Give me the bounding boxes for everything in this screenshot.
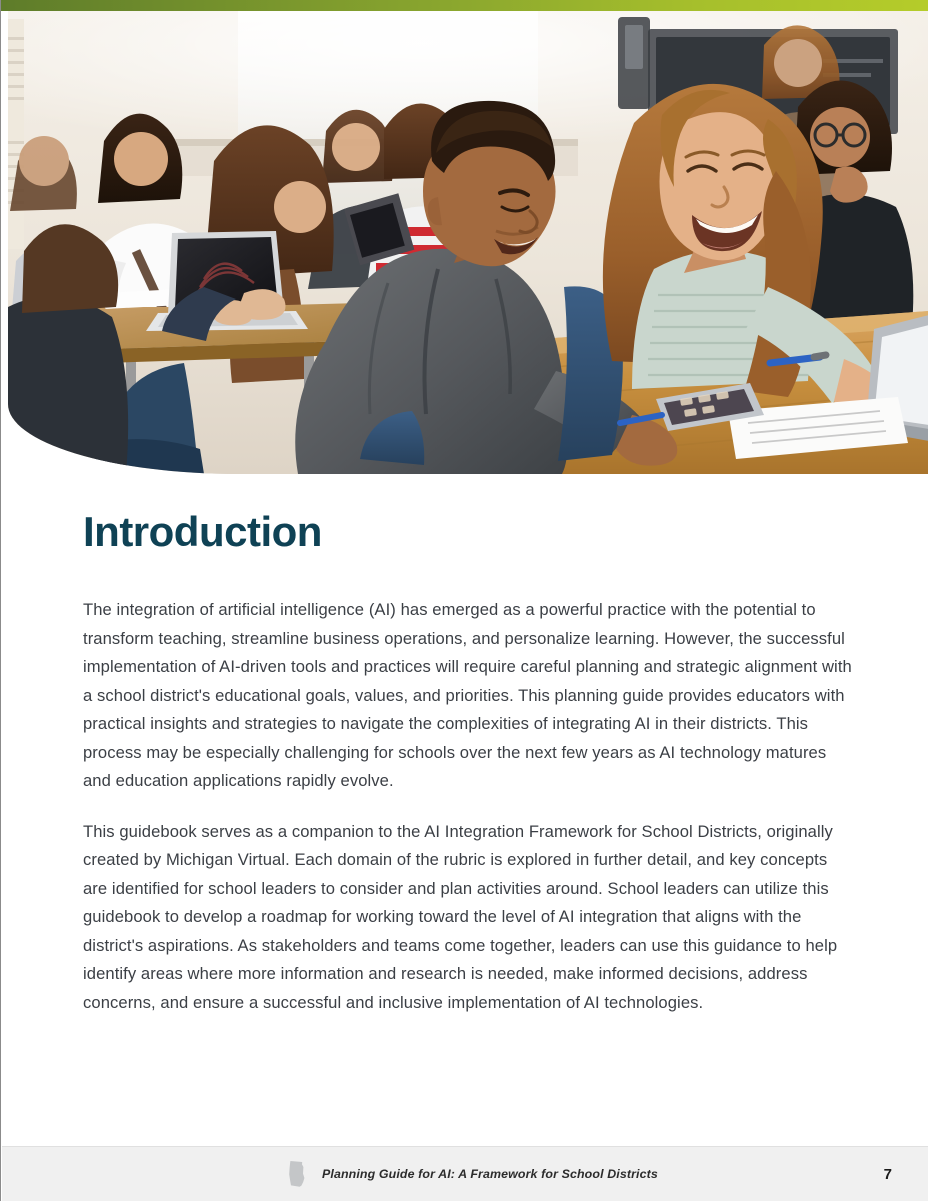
body-paragraph-2: This guidebook serves as a companion to the AI Integration Framework for School Districts, originally created by Michigan Virtual. Each domain of the rubric is explored in further detail, and key concepts are identified for school leaders to consider and plan activities around. School leaders can utilize this guidebook to develop a roadmap for working toward the level of AI integration that aligns with the district's aspirations. As stakeholders and teams come together, leaders can use this guidance to help identify areas where more information and research is needed, make informed decisions, address concerns, and ensure a successful and inclusive implementation of AI technologies. [83,821,838,1012]
indiana-state-outline-shape [285,1161,307,1187]
footer-document-title: Planning Guide for AI: A Framework for School Districts [322,1167,658,1181]
accent-top-bar [1,0,928,11]
footer-page-number: 7 [883,1165,892,1183]
classroom-photo-illustration [8,11,928,474]
body-paragraph-1: The integration of artificial intelligence (AI) has emerged as a powerful practice with the potential to transform teaching, streamline business operations, and personalize learning. However, the successful implementation of AI-driven tools and practices will require careful planning and strategic alignment with a school district's educational goals, values, and priorities. This planning guide provides educators with practical insights and strategies to navigate the complexities of integrating AI in their districts. This process may be especially challenging for schools over the next few years as AI technology matures and education applications rapidly evolve. [83,600,852,791]
hero-photo [8,11,928,474]
main-content [83,510,855,1018]
page-footer [2,1146,928,1201]
page-title: Introduction [83,508,322,555]
indiana-state-outline-icon [285,1161,307,1187]
